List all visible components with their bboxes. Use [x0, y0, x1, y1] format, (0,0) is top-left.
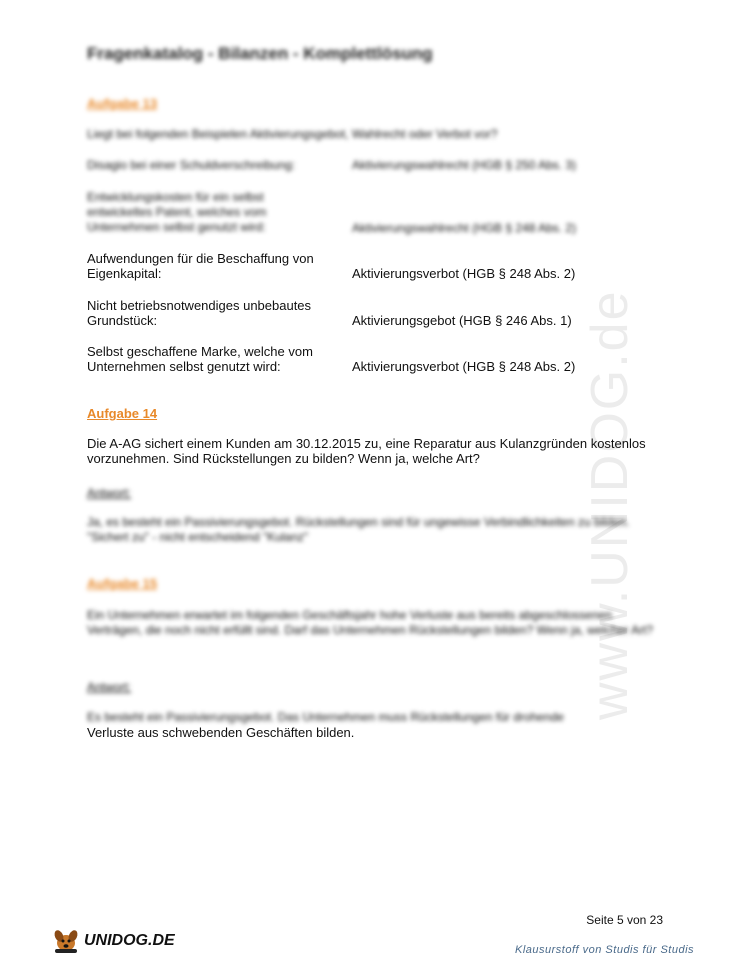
aufgabe-13-heading: Aufgabe 13: [87, 96, 158, 111]
aufgabe-14-answer: Ja, es besteht ein Passivierungsgebot. Rückstellungen sind für ungewisse Verbindlichkeiten zu bilden. "Sichert zu" - nicht entscheidend "Kulanz": [87, 515, 630, 544]
item-label: Selbst geschaffene Marke, welche vom Unternehmen selbst genutzt wird:: [87, 344, 313, 374]
page-number: Seite 5 von 23: [586, 913, 663, 927]
aufgabe-13-question: Liegt bei folgenden Beispielen Aktivierungsgebot, Wahlrecht oder Verbot vor?: [87, 127, 498, 141]
aufgabe-15-answer-visible: Verluste aus schwebenden Geschäften bilden.: [87, 725, 355, 740]
item-label: Aufwendungen für die Beschaffung von Eigenkapital:: [87, 251, 314, 281]
unidog-logo: [52, 927, 175, 955]
aufgabe-14-heading: Aufgabe 14: [87, 406, 158, 421]
item-value: Aktivierungsverbot (HGB § 248 Abs. 2): [352, 359, 576, 374]
aufgabe-15-question: Ein Unternehmen erwartet im folgenden Geschäftsjahr hohe Verluste aus bereits abgeschlossenen Verträgen, die noch nicht erfüllt sind. Darf das Unternehmen Rückstellungen bilden? Wenn ja, welcher Art?: [87, 608, 654, 637]
aufgabe-15-heading: Aufgabe 15: [87, 576, 158, 591]
footer-tagline: Klausurstoff von Studis für Studis: [515, 944, 695, 956]
aufgabe-15-answer-blurred: Es besteht ein Passivierungsgebot. Das Unternehmen muss Rückstellungen für drohende: [87, 710, 564, 724]
aufgabe-15-answer-label: Antwort:: [87, 680, 132, 694]
item-value: Aktivierungswahlrecht (HGB § 250 Abs. 3): [352, 158, 577, 172]
document-title: Fragenkatalog - Bilanzen - Komplettlösung: [87, 44, 433, 63]
item-label: Nicht betriebsnotwendiges unbebautes Grundstück:: [87, 298, 312, 328]
item-value: Aktivierungsgebot (HGB § 246 Abs. 1): [352, 313, 572, 328]
aufgabe-14-question: Die A-AG sichert einem Kunden am 30.12.2015 zu, eine Reparatur aus Kulanzgründen kostenlos vorzunehmen. Sind Rückstellungen zu bilden? Wenn ja, welche Art?: [87, 436, 646, 466]
item-label: Disagio bei einer Schuldverschreibung:: [87, 158, 296, 172]
item-value: Aktivierungswahlrecht (HGB § 248 Abs. 2): [352, 221, 577, 235]
item-value: Aktivierungsverbot (HGB § 248 Abs. 2): [352, 266, 576, 281]
item-label: Entwicklungskosten für ein selbst entwickeltes Patent, welches vom Unternehmen selbst genutzt wird:: [87, 190, 267, 234]
aufgabe-14-answer-label: Antwort:: [87, 486, 132, 500]
dog-icon: [52, 927, 82, 955]
watermark: www.UNIDOG.de: [581, 289, 639, 720]
logo-text: UNIDOG.DE: [84, 932, 175, 949]
